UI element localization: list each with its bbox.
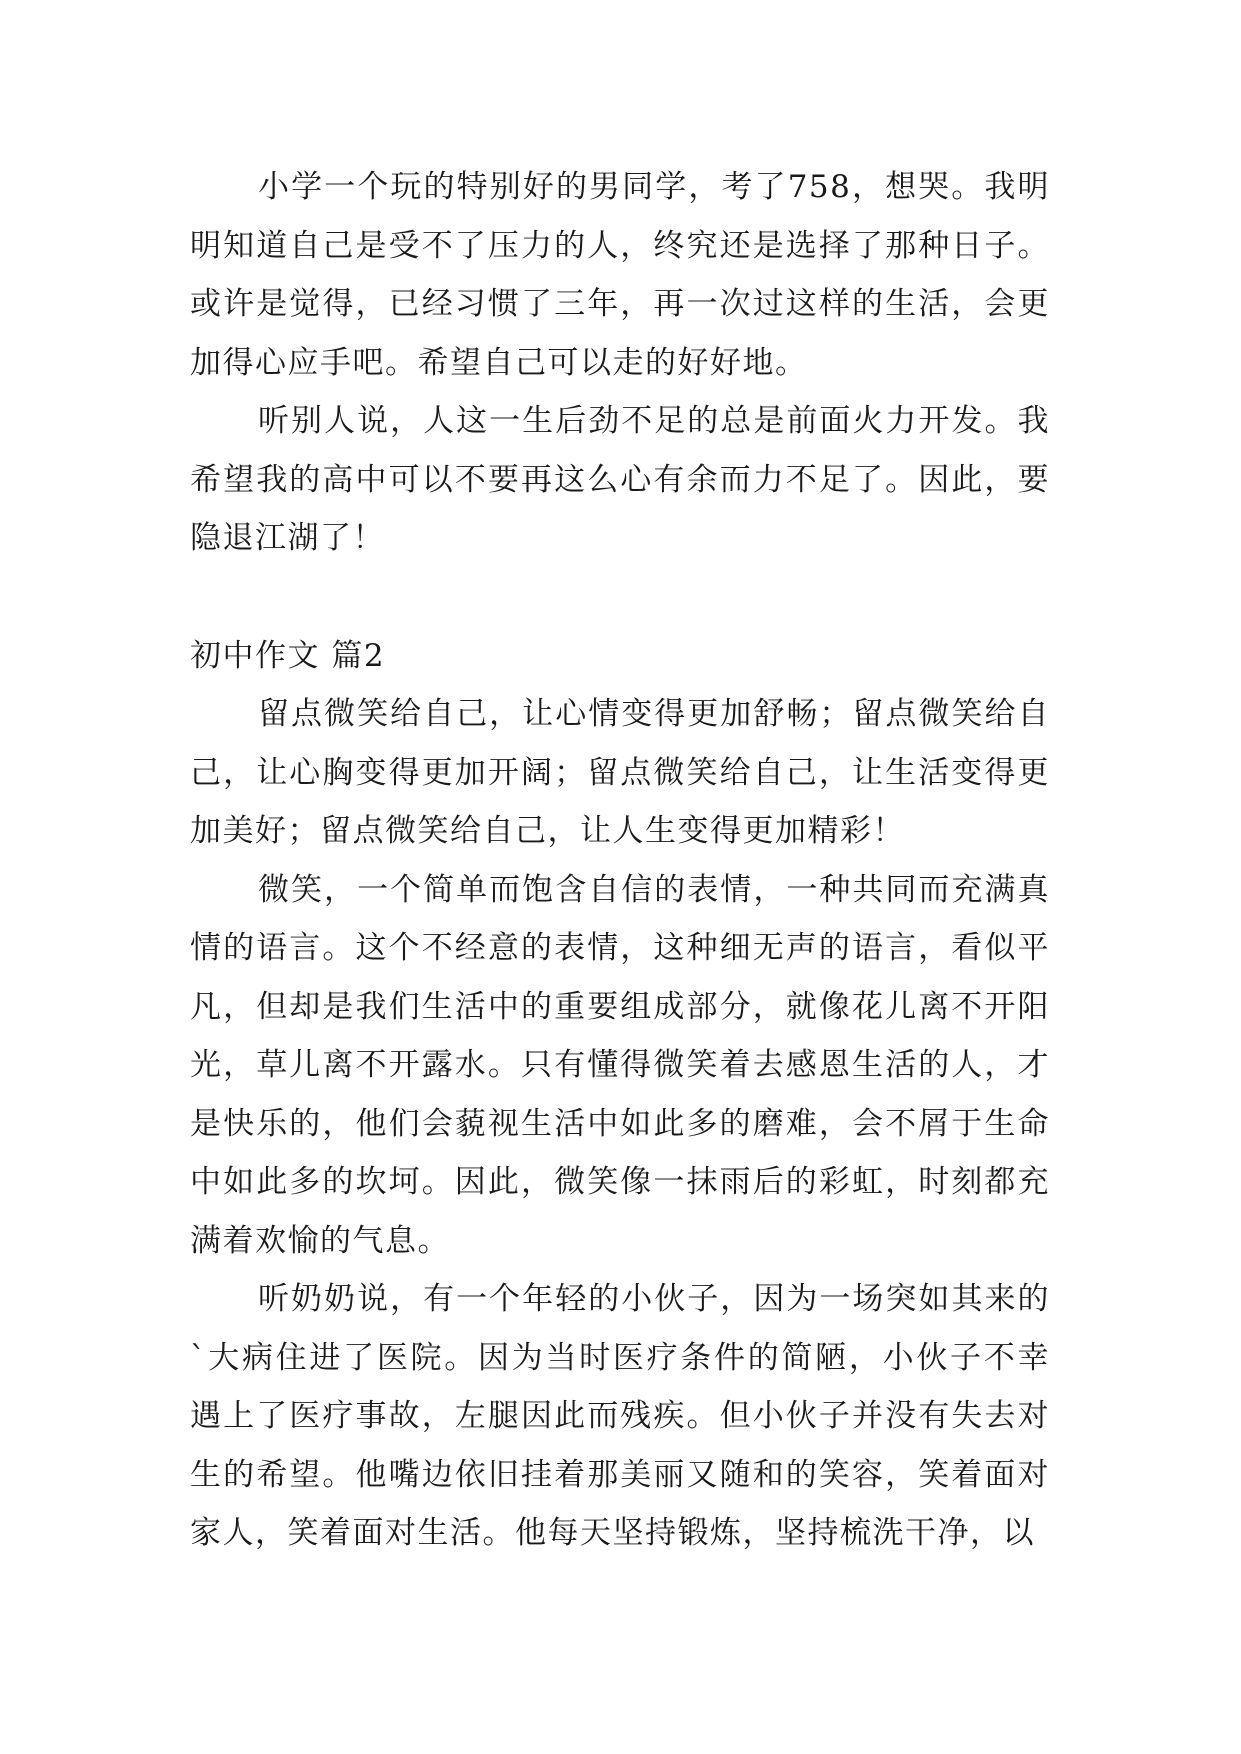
paragraph: 留点微笑给自己，让心情变得更加舒畅；留点微笑给自己，让心胸变得更加开阔；留点微笑给自己，让生活变得更加美好；留点微笑给自己，让人生变得更加精彩！ (190, 696, 1050, 849)
section-heading: 初中作文 篇2 (190, 637, 386, 674)
paragraph: 小学一个玩的特别好的男同学，考了758，想哭。我明明知道自己是受不了压力的人，终究还是选择了那种日子。或许是觉得，已经习惯了三年，再一次过这样的生活，会更加得心应手吧。希望自己可以走的好好地。 (190, 169, 1050, 381)
document-body (190, 158, 1050, 1563)
paragraph: 听奶奶说，有一个年轻的小伙子，因为一场突如其来的`大病住进了医院。因为当时医疗条件的简陋，小伙子不幸遇上了医疗事故，左腿因此而残疾。但小伙子并没有失去对生的希望。他嘴边依旧挂着那美丽又随和的笑容，笑着面对家人，笑着面对生活。他每天坚持锻炼，坚持梳洗干净，以 (190, 1281, 1050, 1551)
paragraph: 微笑，一个简单而饱含自信的表情，一种共同而充满真情的语言。这个不经意的表情，这种细无声的语言，看似平凡，但却是我们生活中的重要组成部分，就像花儿离不开阳光，草儿离不开露水。只有懂得微笑着去感恩生活的人，才是快乐的，他们会藐视生活中如此多的磨难，会不屑于生命中如此多的坎坷。因此，微笑像一抹雨后的彩虹，时刻都充满着欢愉的气息。 (190, 871, 1050, 1259)
paragraph: 听别人说，人这一生后劲不足的总是前面火力开发。我希望我的高中可以不要再这么心有余而力不足了。因此，要隐退江湖了！ (190, 403, 1050, 556)
